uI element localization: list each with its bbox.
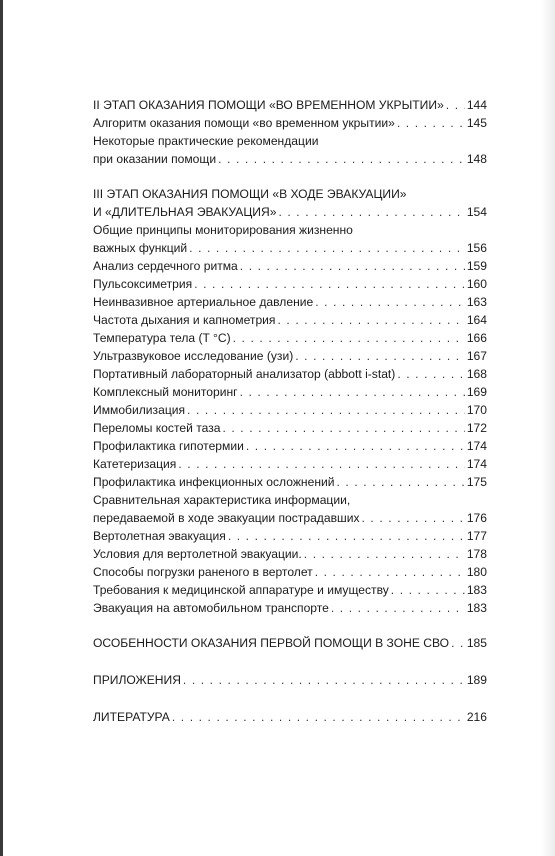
toc-entry-line: Общие принципы мониторирования жизненно bbox=[93, 223, 353, 237]
toc-page-number: 178 bbox=[466, 547, 487, 561]
leader-dots bbox=[278, 203, 464, 221]
leader-dots bbox=[240, 383, 465, 401]
toc-entry[interactable] bbox=[93, 257, 487, 275]
leader-dots bbox=[315, 293, 465, 311]
toc-page-number: 156 bbox=[466, 241, 487, 255]
toc-items-2 bbox=[93, 527, 487, 617]
toc-entry-title: II ЭТАП ОКАЗАНИЯ ПОМОЩИ «ВО ВРЕМЕННОМ УКРЫТИИ» bbox=[93, 98, 444, 112]
leader-dots bbox=[246, 437, 465, 455]
leader-dots bbox=[277, 311, 464, 329]
toc-entry-title: Профилактика инфекционных осложнений bbox=[93, 475, 335, 489]
toc-entry-title: передаваемой в ходе эвакуации пострадавших bbox=[93, 511, 360, 525]
toc-page-number: 176 bbox=[466, 511, 487, 525]
leader-dots bbox=[218, 150, 465, 168]
leader-dots bbox=[222, 419, 464, 437]
toc-entry[interactable] bbox=[93, 437, 487, 455]
toc-page-number: 144 bbox=[466, 98, 487, 112]
toc-section-appendix[interactable] bbox=[93, 671, 487, 689]
table-of-contents bbox=[93, 96, 487, 726]
toc-entry[interactable] bbox=[93, 419, 487, 437]
toc-entry[interactable] bbox=[93, 581, 487, 599]
leader-dots bbox=[172, 708, 465, 726]
toc-page-number: 185 bbox=[466, 636, 487, 650]
leader-dots bbox=[183, 671, 465, 689]
leader-dots bbox=[362, 509, 465, 527]
toc-entry[interactable] bbox=[93, 275, 487, 293]
toc-page-number: 168 bbox=[466, 367, 487, 381]
leader-dots bbox=[194, 275, 465, 293]
toc-items bbox=[93, 257, 487, 491]
toc-entry[interactable] bbox=[93, 383, 487, 401]
leader-dots bbox=[178, 455, 464, 473]
toc-page-number: 183 bbox=[466, 601, 487, 615]
toc-entry[interactable] bbox=[93, 563, 487, 581]
toc-entry-title: Условия для вертолетной эвакуации. bbox=[93, 547, 302, 561]
toc-page-number: 164 bbox=[466, 313, 487, 327]
toc-entry-title: Температура тела (T °C) bbox=[93, 331, 231, 345]
toc-entry[interactable] bbox=[93, 311, 487, 329]
leader-dots bbox=[228, 527, 465, 545]
toc-entry-title: при оказании помощи bbox=[93, 152, 217, 166]
toc-page-number: 216 bbox=[466, 710, 487, 724]
toc-entry[interactable] bbox=[93, 150, 487, 168]
toc-entry-title: Переломы костей таза bbox=[93, 421, 221, 435]
toc-entry[interactable] bbox=[93, 114, 487, 132]
toc-entry[interactable] bbox=[93, 401, 487, 419]
toc-entry-title: ПРИЛОЖЕНИЯ bbox=[93, 673, 181, 687]
leader-dots bbox=[391, 581, 465, 599]
toc-entry[interactable] bbox=[93, 599, 487, 617]
toc-page-number: 174 bbox=[466, 439, 487, 453]
toc-entry-title: Анализ сердечного ритма bbox=[93, 259, 238, 273]
leader-dots bbox=[397, 365, 464, 383]
toc-page-number: 170 bbox=[466, 403, 487, 417]
leader-dots bbox=[397, 114, 465, 132]
toc-entry[interactable] bbox=[93, 509, 487, 527]
leader-dots bbox=[187, 401, 465, 419]
toc-page-number: 169 bbox=[466, 385, 487, 399]
page-left-edge bbox=[0, 0, 3, 856]
toc-entry-title: Портативный лабораторный анализатор (abbott i-stat) bbox=[93, 367, 396, 381]
toc-page-number: 145 bbox=[466, 116, 487, 130]
toc-entry[interactable] bbox=[93, 329, 487, 347]
toc-entry[interactable] bbox=[93, 239, 487, 257]
toc-page-number: 148 bbox=[466, 152, 487, 166]
toc-entry-title: Эвакуация на автомобильном транспорте bbox=[93, 601, 329, 615]
toc-section-3[interactable] bbox=[93, 203, 487, 221]
toc-section-literature[interactable] bbox=[93, 708, 487, 726]
toc-page-number: 166 bbox=[466, 331, 487, 345]
toc-entry-title: Частота дыхания и капнометрия bbox=[93, 313, 276, 327]
toc-entry-line: Некоторые практические рекомендации bbox=[93, 134, 319, 148]
leader-dots bbox=[304, 545, 465, 563]
leader-dots bbox=[446, 96, 465, 114]
toc-page-number: 154 bbox=[466, 205, 487, 219]
toc-page-number: 189 bbox=[466, 673, 487, 687]
toc-entry[interactable] bbox=[93, 347, 487, 365]
toc-section-2[interactable] bbox=[93, 96, 487, 114]
toc-entry-title: Пульсоксиметрия bbox=[93, 277, 193, 291]
toc-page-number: 174 bbox=[466, 457, 487, 471]
toc-entry-title: Требования к медицинской аппаратуре и имуществу bbox=[93, 583, 389, 597]
toc-entry-title: Алгоритм оказания помощи «во временном укрытии» bbox=[93, 116, 395, 130]
toc-page-number: 175 bbox=[466, 475, 487, 489]
leader-dots bbox=[240, 257, 465, 275]
toc-entry-title: Вертолетная эвакуация bbox=[93, 529, 226, 543]
toc-page-number: 163 bbox=[466, 295, 487, 309]
toc-entry-title: Катетеризация bbox=[93, 457, 177, 471]
toc-entry[interactable] bbox=[93, 293, 487, 311]
toc-entry-title: ОСОБЕННОСТИ ОКАЗАНИЯ ПЕРВОЙ ПОМОЩИ В ЗОНЕ СВО bbox=[93, 636, 450, 650]
toc-entry[interactable] bbox=[93, 527, 487, 545]
page-right-shadow bbox=[541, 0, 555, 856]
toc-entry[interactable] bbox=[93, 473, 487, 491]
toc-entry-line: Сравнительная характеристика информации, bbox=[93, 493, 351, 507]
toc-section-3-line: III ЭТАП ОКАЗАНИЯ ПОМОЩИ «В ХОДЕ ЭВАКУАЦИИ» bbox=[93, 187, 407, 201]
toc-page-number: 159 bbox=[466, 259, 487, 273]
toc-section-svo[interactable] bbox=[93, 634, 487, 652]
toc-page-number: 167 bbox=[466, 349, 487, 363]
toc-entry[interactable] bbox=[93, 365, 487, 383]
leader-dots bbox=[295, 347, 465, 365]
toc-entry-title: И «ДЛИТЕЛЬНАЯ ЭВАКУАЦИЯ» bbox=[93, 205, 277, 219]
toc-page-number: 177 bbox=[466, 529, 487, 543]
toc-entry-title: Профилактика гипотермии bbox=[93, 439, 244, 453]
toc-entry-title: Ультразвуковое исследование (узи) bbox=[93, 349, 294, 363]
toc-page-number: 160 bbox=[466, 277, 487, 291]
toc-entry-title: важных функций bbox=[93, 241, 188, 255]
toc-entry-title: Иммобилизация bbox=[93, 403, 186, 417]
leader-dots bbox=[315, 563, 465, 581]
leader-dots bbox=[451, 634, 465, 652]
toc-page-number: 183 bbox=[466, 583, 487, 597]
leader-dots bbox=[189, 239, 465, 257]
toc-entry-title: ЛИТЕРАТУРА bbox=[93, 710, 170, 724]
leader-dots bbox=[331, 599, 465, 617]
toc-entry[interactable] bbox=[93, 455, 487, 473]
toc-entry-title: Неинвазивное артериальное давление bbox=[93, 295, 314, 309]
toc-entry[interactable] bbox=[93, 545, 487, 563]
toc-page-number: 180 bbox=[466, 565, 487, 579]
toc-entry-title: Способы погрузки раненого в вертолет bbox=[93, 565, 313, 579]
leader-dots bbox=[233, 329, 465, 347]
toc-page-number: 172 bbox=[466, 421, 487, 435]
toc-entry-title: Комплексный мониторинг bbox=[93, 385, 238, 399]
leader-dots bbox=[337, 473, 465, 491]
